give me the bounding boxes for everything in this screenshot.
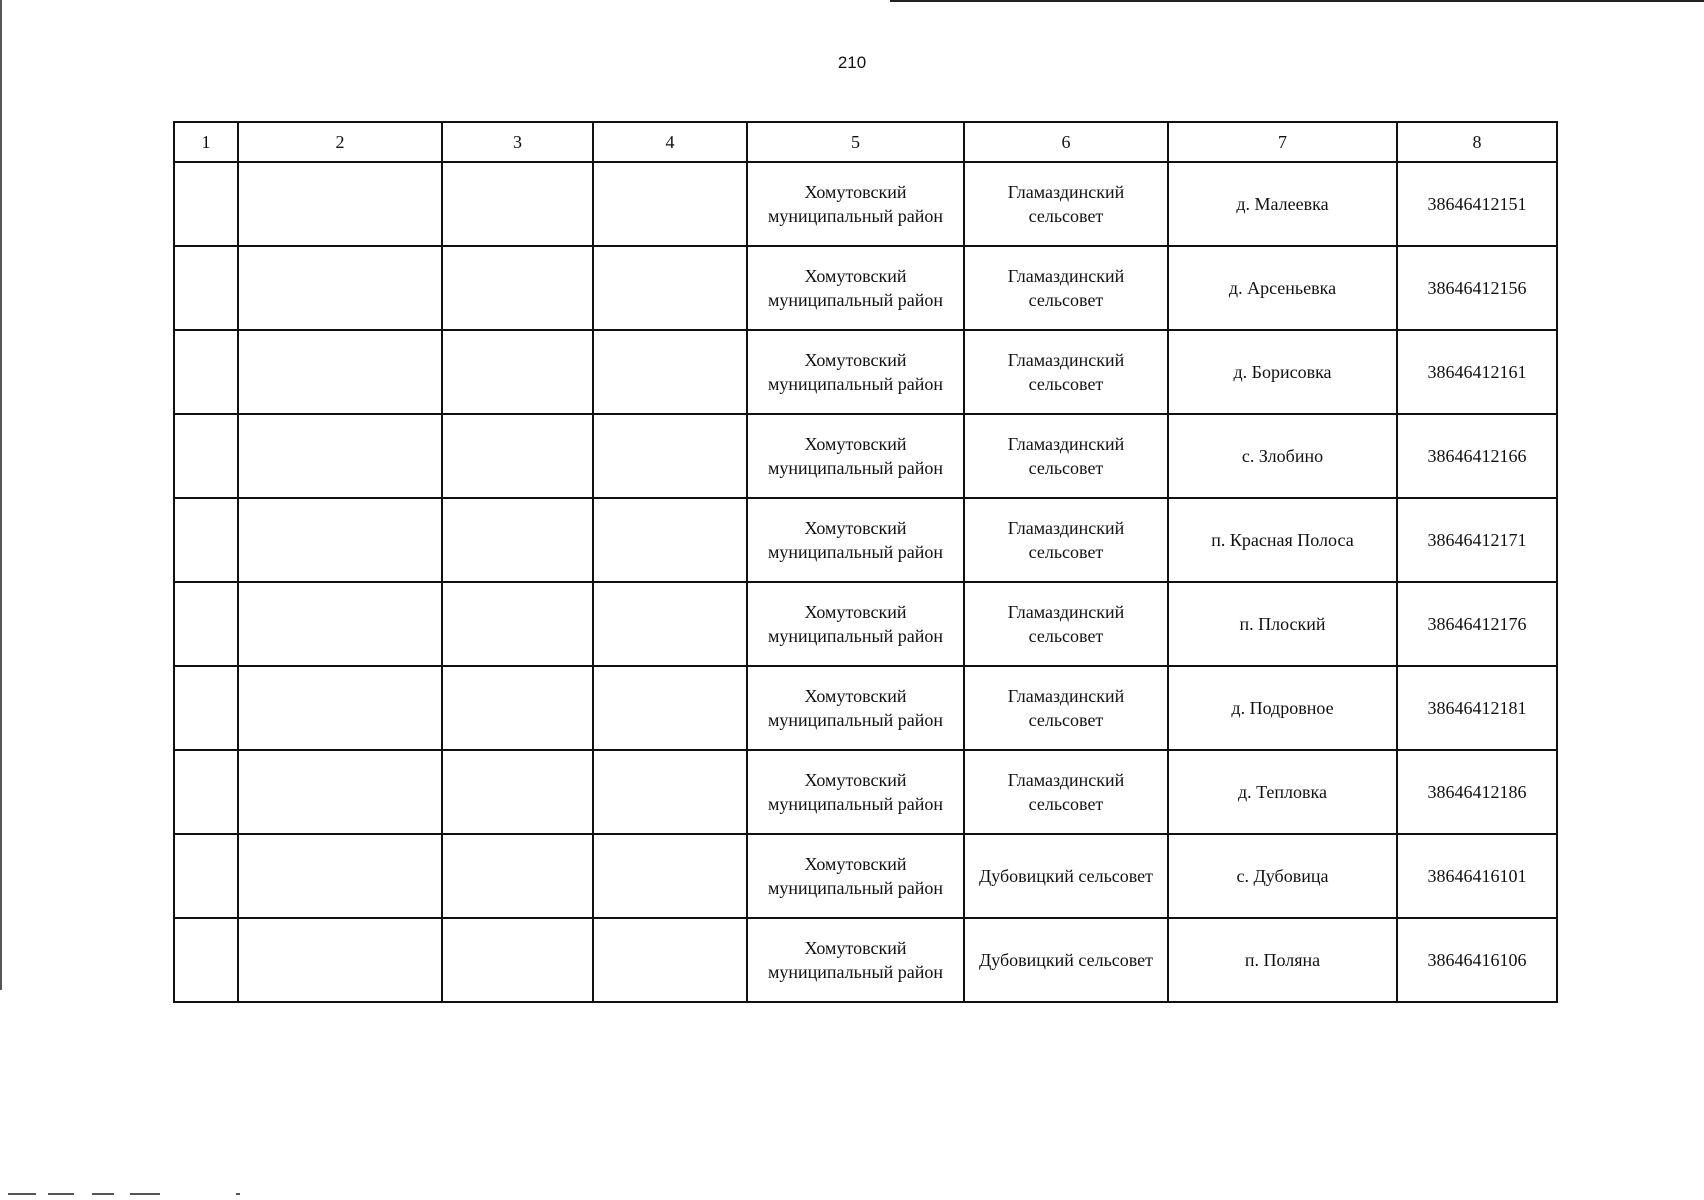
empty-cell-c4 — [593, 834, 747, 918]
column-number-6: 6 — [964, 122, 1168, 162]
empty-cell-c4 — [593, 330, 747, 414]
empty-cell-c4 — [593, 162, 747, 246]
empty-cell-c1 — [174, 414, 238, 498]
district-cell — [747, 330, 964, 414]
scan-border-left — [0, 0, 2, 990]
column-number-7: 7 — [1168, 122, 1397, 162]
empty-cell-c2 — [238, 750, 442, 834]
code-cell: 38646416101 — [1397, 834, 1557, 918]
table-body — [174, 162, 1557, 1002]
column-number-3: 3 — [442, 122, 593, 162]
district-cell-line: Хомутовский — [804, 182, 907, 202]
district-cell — [747, 162, 964, 246]
empty-cell-c2 — [238, 582, 442, 666]
settlement-cell: д. Тепловка — [1168, 750, 1397, 834]
council-cell-line: Гламаздинский — [1007, 266, 1125, 286]
council-cell-line: Гламаздинский — [1007, 182, 1125, 202]
empty-cell-c3 — [442, 498, 593, 582]
council-cell-line: сельсовет — [1028, 290, 1104, 310]
page-number: 210 — [837, 53, 867, 72]
table-row — [174, 414, 1557, 498]
column-number-4: 4 — [593, 122, 747, 162]
district-cell — [747, 582, 964, 666]
district-cell-line: Хомутовский — [804, 770, 907, 790]
district-cell-line: муниципальный район — [767, 206, 943, 226]
district-cell — [747, 918, 964, 1002]
council-cell-line: Гламаздинский — [1007, 518, 1125, 538]
council-cell — [964, 582, 1168, 666]
district-cell — [747, 414, 964, 498]
council-cell-line: Гламаздинский — [1007, 434, 1125, 454]
council-cell-line: Дубовицкий сельсовет — [978, 866, 1154, 886]
settlement-cell: п. Поляна — [1168, 918, 1397, 1002]
council-cell-line: сельсовет — [1028, 710, 1104, 730]
district-cell-line: муниципальный район — [767, 290, 943, 310]
empty-cell-c2 — [238, 498, 442, 582]
empty-cell-c4 — [593, 498, 747, 582]
code-cell: 38646412161 — [1397, 330, 1557, 414]
empty-cell-c4 — [593, 582, 747, 666]
empty-cell-c3 — [442, 918, 593, 1002]
district-cell-line: Хомутовский — [804, 602, 907, 622]
district-cell — [747, 834, 964, 918]
district-cell-line: Хомутовский — [804, 434, 907, 454]
district-cell-line: муниципальный район — [767, 878, 943, 898]
column-number-2: 2 — [238, 122, 442, 162]
empty-cell-c1 — [174, 750, 238, 834]
settlement-cell: с. Дубовица — [1168, 834, 1397, 918]
district-cell — [747, 666, 964, 750]
council-cell-line: сельсовет — [1028, 458, 1104, 478]
settlement-cell: д. Малеевка — [1168, 162, 1397, 246]
empty-cell-c2 — [238, 666, 442, 750]
table-row — [174, 162, 1557, 246]
council-cell-line: Дубовицкий сельсовет — [978, 950, 1154, 970]
council-cell-line: сельсовет — [1028, 626, 1104, 646]
council-cell — [964, 162, 1168, 246]
empty-cell-c3 — [442, 666, 593, 750]
scan-border-top — [890, 0, 1704, 2]
column-number-1: 1 — [174, 122, 238, 162]
district-cell — [747, 750, 964, 834]
empty-cell-c3 — [442, 834, 593, 918]
table-row — [174, 834, 1557, 918]
empty-cell-c2 — [238, 414, 442, 498]
empty-cell-c4 — [593, 414, 747, 498]
empty-cell-c4 — [593, 750, 747, 834]
empty-cell-c2 — [238, 246, 442, 330]
empty-cell-c1 — [174, 666, 238, 750]
empty-cell-c3 — [442, 414, 593, 498]
empty-cell-c4 — [593, 246, 747, 330]
district-cell-line: Хомутовский — [804, 854, 907, 874]
code-cell: 38646412151 — [1397, 162, 1557, 246]
council-cell — [964, 330, 1168, 414]
council-cell — [964, 918, 1168, 1002]
settlement-cell: с. Злобино — [1168, 414, 1397, 498]
district-cell-line: муниципальный район — [767, 374, 943, 394]
column-number-5: 5 — [747, 122, 964, 162]
council-cell — [964, 666, 1168, 750]
council-cell-line: сельсовет — [1028, 794, 1104, 814]
empty-cell-c1 — [174, 330, 238, 414]
settlement-cell: п. Плоский — [1168, 582, 1397, 666]
table-row — [174, 750, 1557, 834]
council-cell-line: Гламаздинский — [1007, 602, 1125, 622]
empty-cell-c3 — [442, 750, 593, 834]
settlements-table — [173, 121, 1558, 1003]
council-cell — [964, 414, 1168, 498]
settlement-cell: д. Арсеньевка — [1168, 246, 1397, 330]
council-cell-line: сельсовет — [1028, 206, 1104, 226]
code-cell: 38646412156 — [1397, 246, 1557, 330]
settlement-cell: п. Красная Полоса — [1168, 498, 1397, 582]
district-cell — [747, 246, 964, 330]
table-header — [174, 122, 1557, 162]
district-cell — [747, 498, 964, 582]
council-cell — [964, 246, 1168, 330]
empty-cell-c1 — [174, 246, 238, 330]
empty-cell-c2 — [238, 162, 442, 246]
council-cell-line: сельсовет — [1028, 542, 1104, 562]
empty-cell-c1 — [174, 918, 238, 1002]
empty-cell-c1 — [174, 162, 238, 246]
council-cell-line: сельсовет — [1028, 374, 1104, 394]
council-cell — [964, 834, 1168, 918]
empty-cell-c3 — [442, 582, 593, 666]
district-cell-line: Хомутовский — [804, 266, 907, 286]
table-row — [174, 918, 1557, 1002]
empty-cell-c3 — [442, 330, 593, 414]
empty-cell-c4 — [593, 666, 747, 750]
table-row — [174, 666, 1557, 750]
council-cell-line: Гламаздинский — [1007, 686, 1125, 706]
empty-cell-c1 — [174, 834, 238, 918]
column-number-row — [174, 122, 1557, 162]
code-cell: 38646412181 — [1397, 666, 1557, 750]
empty-cell-c3 — [442, 162, 593, 246]
table-row — [174, 246, 1557, 330]
district-cell-line: Хомутовский — [804, 938, 907, 958]
district-cell-line: Хомутовский — [804, 518, 907, 538]
council-cell — [964, 498, 1168, 582]
empty-cell-c4 — [593, 918, 747, 1002]
scan-artifact-dashes — [8, 1193, 258, 1197]
table-row — [174, 498, 1557, 582]
district-cell-line: муниципальный район — [767, 542, 943, 562]
code-cell: 38646412186 — [1397, 750, 1557, 834]
table-row — [174, 582, 1557, 666]
empty-cell-c3 — [442, 246, 593, 330]
district-cell-line: Хомутовский — [804, 686, 907, 706]
district-cell-line: муниципальный район — [767, 458, 943, 478]
empty-cell-c2 — [238, 834, 442, 918]
empty-cell-c2 — [238, 918, 442, 1002]
district-cell-line: Хомутовский — [804, 350, 907, 370]
district-cell-line: муниципальный район — [767, 710, 943, 730]
code-cell: 38646412171 — [1397, 498, 1557, 582]
empty-cell-c2 — [238, 330, 442, 414]
code-cell: 38646412176 — [1397, 582, 1557, 666]
council-cell-line: Гламаздинский — [1007, 770, 1125, 790]
column-number-8: 8 — [1397, 122, 1557, 162]
district-cell-line: муниципальный район — [767, 962, 943, 982]
settlement-cell: д. Борисовка — [1168, 330, 1397, 414]
council-cell — [964, 750, 1168, 834]
table-row — [174, 330, 1557, 414]
district-cell-line: муниципальный район — [767, 626, 943, 646]
district-cell-line: муниципальный район — [767, 794, 943, 814]
code-cell: 38646412166 — [1397, 414, 1557, 498]
settlement-cell: д. Подровное — [1168, 666, 1397, 750]
empty-cell-c1 — [174, 582, 238, 666]
empty-cell-c1 — [174, 498, 238, 582]
council-cell-line: Гламаздинский — [1007, 350, 1125, 370]
code-cell: 38646416106 — [1397, 918, 1557, 1002]
